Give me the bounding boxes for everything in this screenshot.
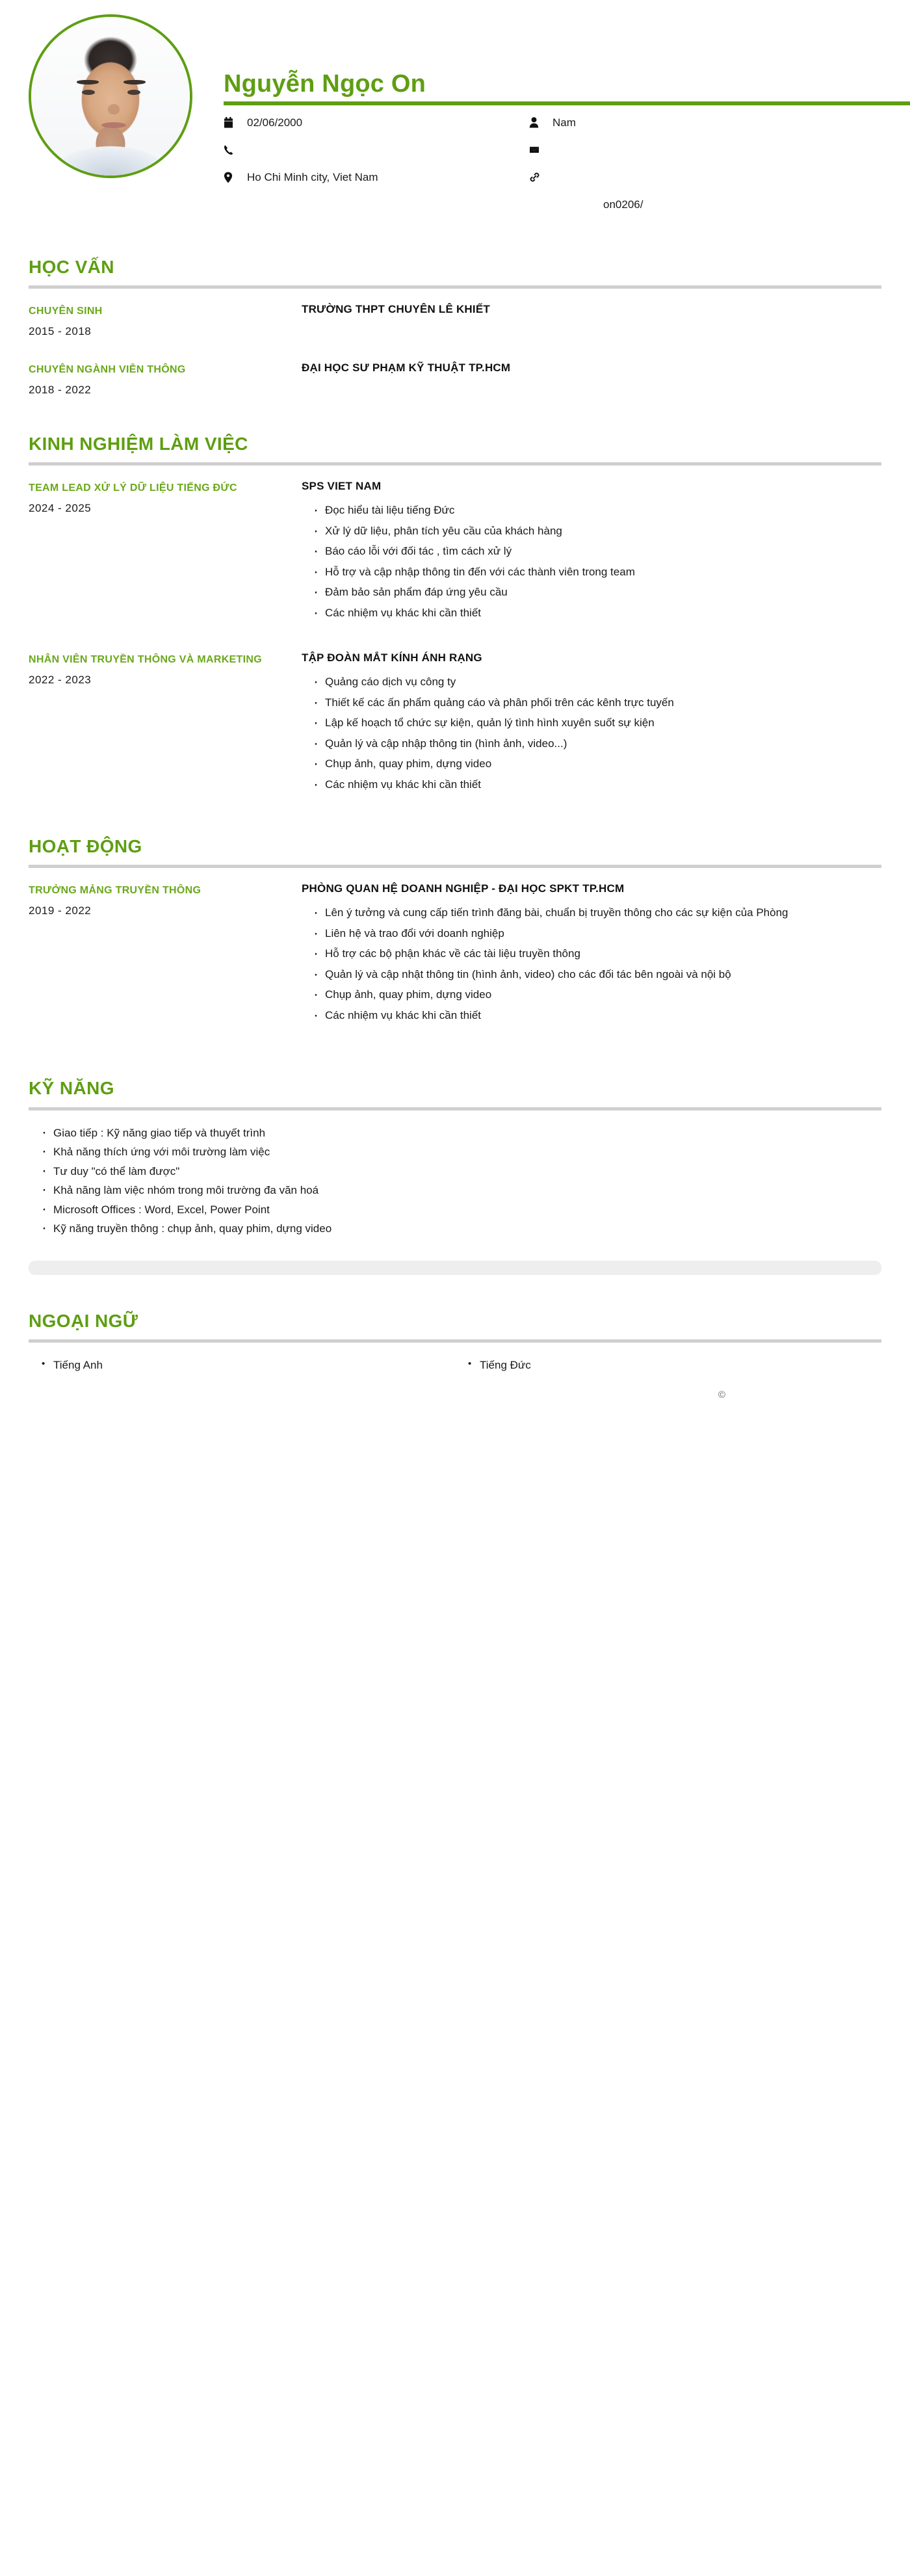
list-item: · Kỹ năng truyền thông : chụp ảnh, quay phim, dựng video (42, 1219, 881, 1239)
education-entry (29, 302, 881, 338)
entry-dates: 2019 - 2022 (29, 904, 92, 917)
avatar-eyebrow-right (124, 80, 146, 85)
section-divider (29, 1339, 881, 1343)
name-underline-rule (224, 101, 910, 105)
section-skills (0, 1079, 910, 1239)
languages-list-right (455, 1356, 881, 1375)
entry-right (302, 479, 881, 624)
list-item: · Quản lý và cập nhật thông tin (hình ảnh, video) cho các đối tác bên ngoài và nội bộ (313, 966, 881, 984)
list-item: · Quản lý và cập nhập thông tin (hình ảnh, video...) (313, 735, 881, 753)
contact-spacer (224, 198, 529, 225)
list-item: · Đảm bảo sản phẩm đáp ứng yêu cầu (313, 583, 881, 601)
birthdate-value: 02/06/2000 (247, 116, 303, 129)
list-item: · Lên ý tưởng và cung cấp tiến trình đăng bài, chuẩn bị truyền thông cho các sự kiện của Phòng (313, 904, 881, 922)
entry-org: ĐẠI HỌC SƯ PHẠM KỸ THUẬT TP.HCM (302, 361, 511, 374)
entry-bullets (302, 673, 881, 793)
list-item: · Tư duy "có thể làm được" (42, 1162, 881, 1181)
list-item: · Thiết kế các ấn phẩm quảng cáo và phân phối trên các kênh trực tuyến (313, 694, 881, 712)
link-handle-icon-placeholder (529, 198, 549, 199)
entry-dates: 2015 - 2018 (29, 324, 92, 337)
list-item: • Tiếng Đức (468, 1356, 881, 1375)
section-title-languages: NGOẠI NGỮ (29, 1311, 138, 1332)
gender-value: Nam (552, 116, 576, 129)
list-item: · Khả năng làm việc nhóm trong môi trường đa văn hoá (42, 1181, 881, 1200)
copyright-mark: © (718, 1389, 725, 1401)
entry-role: CHUYÊN SINH (29, 306, 103, 317)
activity-entry (29, 881, 881, 1027)
list-item: · Xử lý dữ liệu, phân tích yêu cầu của khách hàng (313, 522, 881, 540)
section-divider (29, 462, 881, 466)
page-title: Nguyễn Ngọc On (224, 70, 426, 98)
envelope-icon (529, 143, 549, 155)
list-item: · Hỗ trợ và cập nhập thông tin đến với các thành viên trong team (313, 563, 881, 581)
list-item: · Chụp ảnh, quay phim, dựng video (313, 755, 881, 773)
avatar (29, 14, 192, 178)
entry-role: CHUYÊN NGÀNH VIỄN THÔNG (29, 363, 186, 375)
resume-header (0, 0, 910, 228)
section-experience (0, 434, 910, 796)
profile-photo (31, 17, 190, 176)
experience-entry (29, 650, 881, 796)
link-icon (529, 170, 549, 183)
entry-left (29, 650, 302, 796)
map-pin-icon (224, 170, 243, 183)
list-item: · Giao tiếp : Kỹ năng giao tiếp và thuyết trình (42, 1124, 881, 1143)
entry-right (302, 881, 881, 1027)
section-divider (29, 1107, 881, 1111)
list-item: · Các nhiệm vụ khác khi cần thiết (313, 1006, 881, 1025)
section-title-activities: HOẠT ĐỘNG (29, 835, 142, 856)
avatar-nose (108, 104, 120, 114)
contact-location (224, 170, 529, 198)
languages-list-left (29, 1356, 455, 1375)
entry-dates: 2018 - 2022 (29, 383, 92, 396)
contact-gender (529, 116, 910, 143)
entry-org: PHÒNG QUAN HỆ DOANH NGHIỆP - ĐẠI HỌC SPKT TP.HCM (302, 882, 625, 895)
education-entry (29, 360, 881, 397)
avatar-eye-left (82, 90, 95, 95)
entry-right (302, 360, 881, 397)
calendar-icon (224, 116, 243, 128)
entry-org: SPS VIET NAM (302, 479, 382, 492)
contact-link (529, 170, 910, 198)
list-item: · Chụp ảnh, quay phim, dựng video (313, 986, 881, 1004)
contact-birthdate (224, 116, 529, 143)
list-item: · Khả năng thích ứng với môi trường làm việc (42, 1142, 881, 1162)
list-item: · Các nhiệm vụ khác khi cần thiết (313, 776, 881, 794)
list-item: · Microsoft Offices : Word, Excel, Power Point (42, 1200, 881, 1220)
entry-left (29, 302, 302, 338)
list-item: · Đọc hiểu tài liệu tiếng Đức (313, 501, 881, 519)
entry-right (302, 302, 881, 338)
experience-entry (29, 479, 881, 624)
entry-bullets (302, 904, 881, 1024)
entry-left (29, 360, 302, 397)
entry-dates: 2024 - 2025 (29, 501, 92, 514)
list-item: · Hỗ trợ các bộ phận khác về các tài liệu truyền thông (313, 945, 881, 963)
entry-bullets (302, 501, 881, 622)
entry-right (302, 650, 881, 796)
section-title-education: HỌC VẤN (29, 257, 114, 277)
entry-role: NHÂN VIÊN TRUYỀN THÔNG VÀ MARKETING (29, 654, 262, 666)
section-divider (29, 285, 881, 289)
list-item: · Các nhiệm vụ khác khi cần thiết (313, 604, 881, 622)
contact-link-handle (529, 198, 910, 225)
entry-org: TRƯỜNG THPT CHUYÊN LÊ KHIẾT (302, 303, 490, 316)
skills-list (29, 1124, 881, 1239)
entry-left (29, 881, 302, 1027)
header-details (224, 0, 910, 225)
contact-email (529, 143, 910, 170)
entry-left (29, 479, 302, 624)
list-item: • Tiếng Anh (42, 1356, 455, 1375)
languages-grid (29, 1356, 881, 1375)
section-title-skills: KỸ NĂNG (29, 1078, 114, 1099)
section-title-experience: KINH NGHIỆM LÀM VIỆC (29, 433, 248, 454)
location-value: Ho Chi Minh city, Viet Nam (247, 171, 378, 183)
section-languages (0, 1311, 910, 1400)
contact-grid (224, 116, 910, 225)
phone-icon (224, 143, 243, 155)
avatar-eyebrow-left (77, 80, 99, 85)
person-icon (529, 116, 549, 128)
list-item: · Quảng cáo dịch vụ công ty (313, 673, 881, 691)
list-item: · Liên hệ và trao đổi với doanh nghiệp (313, 925, 881, 943)
entry-org: TẬP ĐOÀN MẮT KÍNH ÁNH RẠNG (302, 651, 482, 664)
link-handle-value[interactable]: on0206/ (603, 198, 644, 211)
section-divider (29, 865, 881, 868)
section-activities (0, 837, 910, 1027)
page-break-band (29, 1261, 881, 1275)
entry-role: TRƯỞNG MẢNG TRUYỀN THÔNG (29, 884, 202, 896)
entry-role: TEAM LEAD XỬ LÝ DỮ LIỆU TIẾNG ĐỨC (29, 482, 237, 493)
list-item: · Lập kế hoạch tổ chức sự kiện, quản lý tình hình xuyên suốt sự kiện (313, 714, 881, 732)
avatar-mouth (101, 122, 126, 128)
list-item: · Báo cáo lỗi với đối tác , tìm cách xử lý (313, 542, 881, 560)
entry-dates: 2022 - 2023 (29, 673, 92, 686)
section-education (0, 257, 910, 397)
avatar-eye-right (127, 90, 140, 95)
contact-phone (224, 143, 529, 170)
